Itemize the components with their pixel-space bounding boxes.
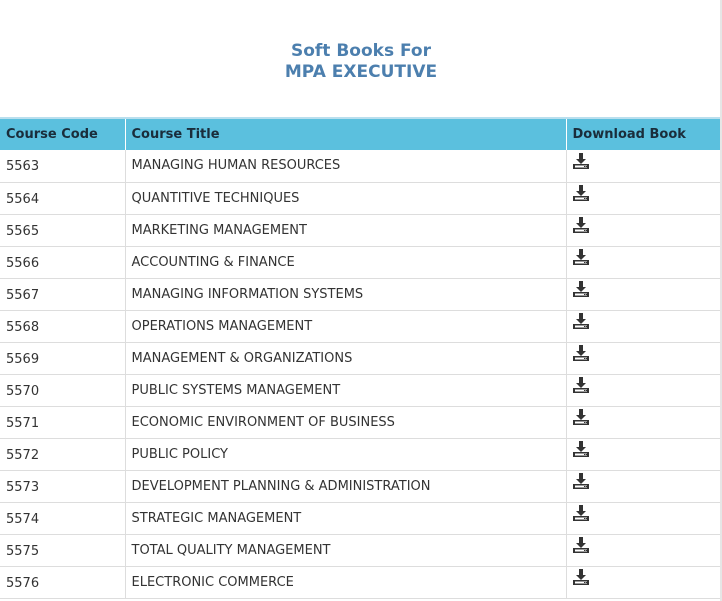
download-cell	[566, 278, 720, 310]
course-title-cell: MANAGING HUMAN RESOURCES	[125, 150, 566, 182]
course-title-cell: DEVELOPMENT PLANNING & ADMINISTRATION	[125, 470, 566, 502]
download-cell	[566, 534, 720, 566]
course-title-cell: OPERATIONS MANAGEMENT	[125, 310, 566, 342]
table-row	[0, 246, 720, 278]
course-title-cell: ELECTRONIC COMMERCE	[125, 566, 566, 598]
download-cell	[566, 150, 720, 182]
download-icon[interactable]	[573, 153, 589, 169]
table-row	[0, 214, 720, 246]
course-code-cell: 5574	[0, 502, 125, 534]
download-cell	[566, 182, 720, 214]
table-body	[0, 150, 720, 598]
column-header-download-book: Download Book	[566, 118, 720, 150]
download-icon[interactable]	[573, 249, 589, 265]
course-code-cell: 5568	[0, 310, 125, 342]
course-code-cell: 5564	[0, 182, 125, 214]
course-title-cell: ACCOUNTING & FINANCE	[125, 246, 566, 278]
table-row	[0, 566, 720, 598]
download-icon[interactable]	[573, 505, 589, 521]
table-row	[0, 150, 720, 182]
course-code-cell: 5575	[0, 534, 125, 566]
download-cell	[566, 502, 720, 534]
course-title-cell: QUANTITIVE TECHNIQUES	[125, 182, 566, 214]
download-icon[interactable]	[573, 537, 589, 553]
table-row	[0, 374, 720, 406]
download-cell	[566, 566, 720, 598]
course-title-cell: MARKETING MANAGEMENT	[125, 214, 566, 246]
download-cell	[566, 438, 720, 470]
table-header	[0, 118, 720, 150]
table-row	[0, 182, 720, 214]
column-header-course-code: Course Code	[0, 118, 125, 150]
download-icon[interactable]	[573, 473, 589, 489]
download-cell	[566, 374, 720, 406]
course-code-cell: 5571	[0, 406, 125, 438]
download-icon[interactable]	[573, 185, 589, 201]
course-title-cell: PUBLIC SYSTEMS MANAGEMENT	[125, 374, 566, 406]
download-icon[interactable]	[573, 409, 589, 425]
download-icon[interactable]	[573, 345, 589, 361]
download-icon[interactable]	[573, 377, 589, 393]
table-row	[0, 406, 720, 438]
course-title-cell: MANAGEMENT & ORGANIZATIONS	[125, 342, 566, 374]
course-code-cell: 5567	[0, 278, 125, 310]
course-code-cell: 5572	[0, 438, 125, 470]
course-code-cell: 5576	[0, 566, 125, 598]
download-icon[interactable]	[573, 281, 589, 297]
page-title	[0, 41, 722, 83]
table-row	[0, 534, 720, 566]
download-cell	[566, 470, 720, 502]
course-title-cell: MANAGING INFORMATION SYSTEMS	[125, 278, 566, 310]
table-header-row	[0, 118, 720, 150]
download-cell	[566, 310, 720, 342]
page-title-line-1: Soft Books For	[290, 41, 431, 61]
download-cell	[566, 342, 720, 374]
course-title-cell: PUBLIC POLICY	[125, 438, 566, 470]
table-row	[0, 278, 720, 310]
column-header-course-title: Course Title	[125, 118, 566, 150]
table-row	[0, 342, 720, 374]
table-row	[0, 310, 720, 342]
table-row	[0, 470, 720, 502]
download-cell	[566, 246, 720, 278]
course-code-cell: 5565	[0, 214, 125, 246]
page-title-line-2: MPA EXECUTIVE	[284, 62, 438, 82]
books-table	[0, 117, 720, 599]
course-code-cell: 5566	[0, 246, 125, 278]
course-title-cell: ECONOMIC ENVIRONMENT OF BUSINESS	[125, 406, 566, 438]
download-icon[interactable]	[573, 441, 589, 457]
course-code-cell: 5570	[0, 374, 125, 406]
table-row	[0, 502, 720, 534]
course-code-cell: 5569	[0, 342, 125, 374]
download-icon[interactable]	[573, 313, 589, 329]
download-icon[interactable]	[573, 217, 589, 233]
download-cell	[566, 214, 720, 246]
table-row	[0, 438, 720, 470]
course-title-cell: TOTAL QUALITY MANAGEMENT	[125, 534, 566, 566]
course-title-cell: STRATEGIC MANAGEMENT	[125, 502, 566, 534]
download-cell	[566, 406, 720, 438]
download-icon[interactable]	[573, 569, 589, 585]
course-code-cell: 5563	[0, 150, 125, 182]
course-code-cell: 5573	[0, 470, 125, 502]
